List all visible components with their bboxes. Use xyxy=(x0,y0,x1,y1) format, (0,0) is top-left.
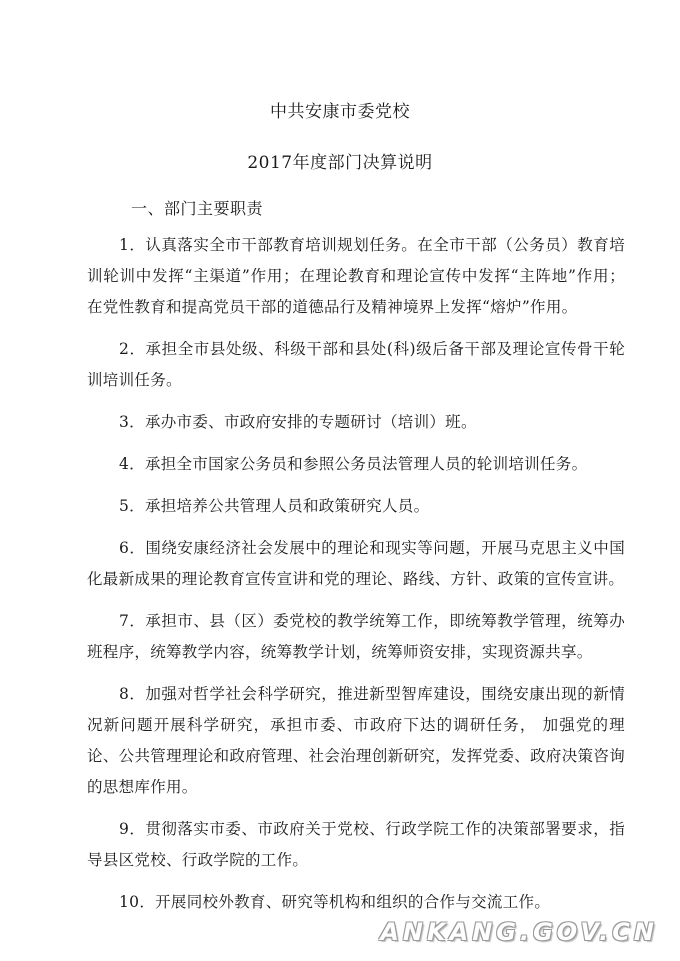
site-watermark: ANKANG.GOV.CN xyxy=(380,918,658,946)
duty-item: 7．承担市、县（区）委党校的教学统筹工作，即统筹教学管理，统筹办班程序，统筹教学内容，统筹教学计划，统筹师资安排，实现资源共享。 xyxy=(87,612,625,661)
duty-item: 3．承办市委、市政府安排的专题研讨（培训）班。 xyxy=(119,413,477,431)
duty-item: 5．承担培养公共管理人员和政策研究人员。 xyxy=(119,497,430,515)
document-subtitle: 2017年度部门决算说明 xyxy=(247,153,433,173)
duty-item: 6．围绕安康经济社会发展中的理论和现实等问题，开展马克思主义中国化最新成果的理论教育宣传宣讲和党的理论、路线、方针、政策的宣传宣讲。 xyxy=(87,539,625,588)
section-heading: 一、部门主要职责 xyxy=(131,199,264,218)
duty-item: 8．加强对哲学社会科学研究，推进新型智库建设，围绕安康出现的新情况新问题开展科学研究，承担市委、市政府下达的调研任务， 加强党的理论、公共管理理论和政府管理、社会治理创新研究，发挥党委、政府决策咨询的思想库作用。 xyxy=(87,685,625,796)
duty-item: 4．承担全市国家公务员和参照公务员法管理人员的轮训培训任务。 xyxy=(119,455,588,473)
duty-list xyxy=(87,230,625,929)
document-title: 中共安康市委党校 xyxy=(270,102,410,122)
duty-item: 1．认真落实全市干部教育培训规划任务。在全市干部（公务员）教育培训轮训中发挥“主渠道”作用；在理论教育和理论宣传中发挥“主阵地”作用；在党性教育和提高党员干部的道德品行及精神境界上发挥“熔炉”作用。 xyxy=(87,236,625,316)
duty-item: 10．开展同校外教育、研究等机构和组织的合作与交流工作。 xyxy=(119,893,551,911)
duty-item: 2．承担全市县处级、科级干部和县处(科)级后备干部及理论宣传骨干轮训培训任务。 xyxy=(87,340,625,389)
duty-item: 9．贯彻落实市委、市政府关于党校、行政学院工作的决策部署要求，指导县区党校、行政学院的工作。 xyxy=(87,820,625,869)
